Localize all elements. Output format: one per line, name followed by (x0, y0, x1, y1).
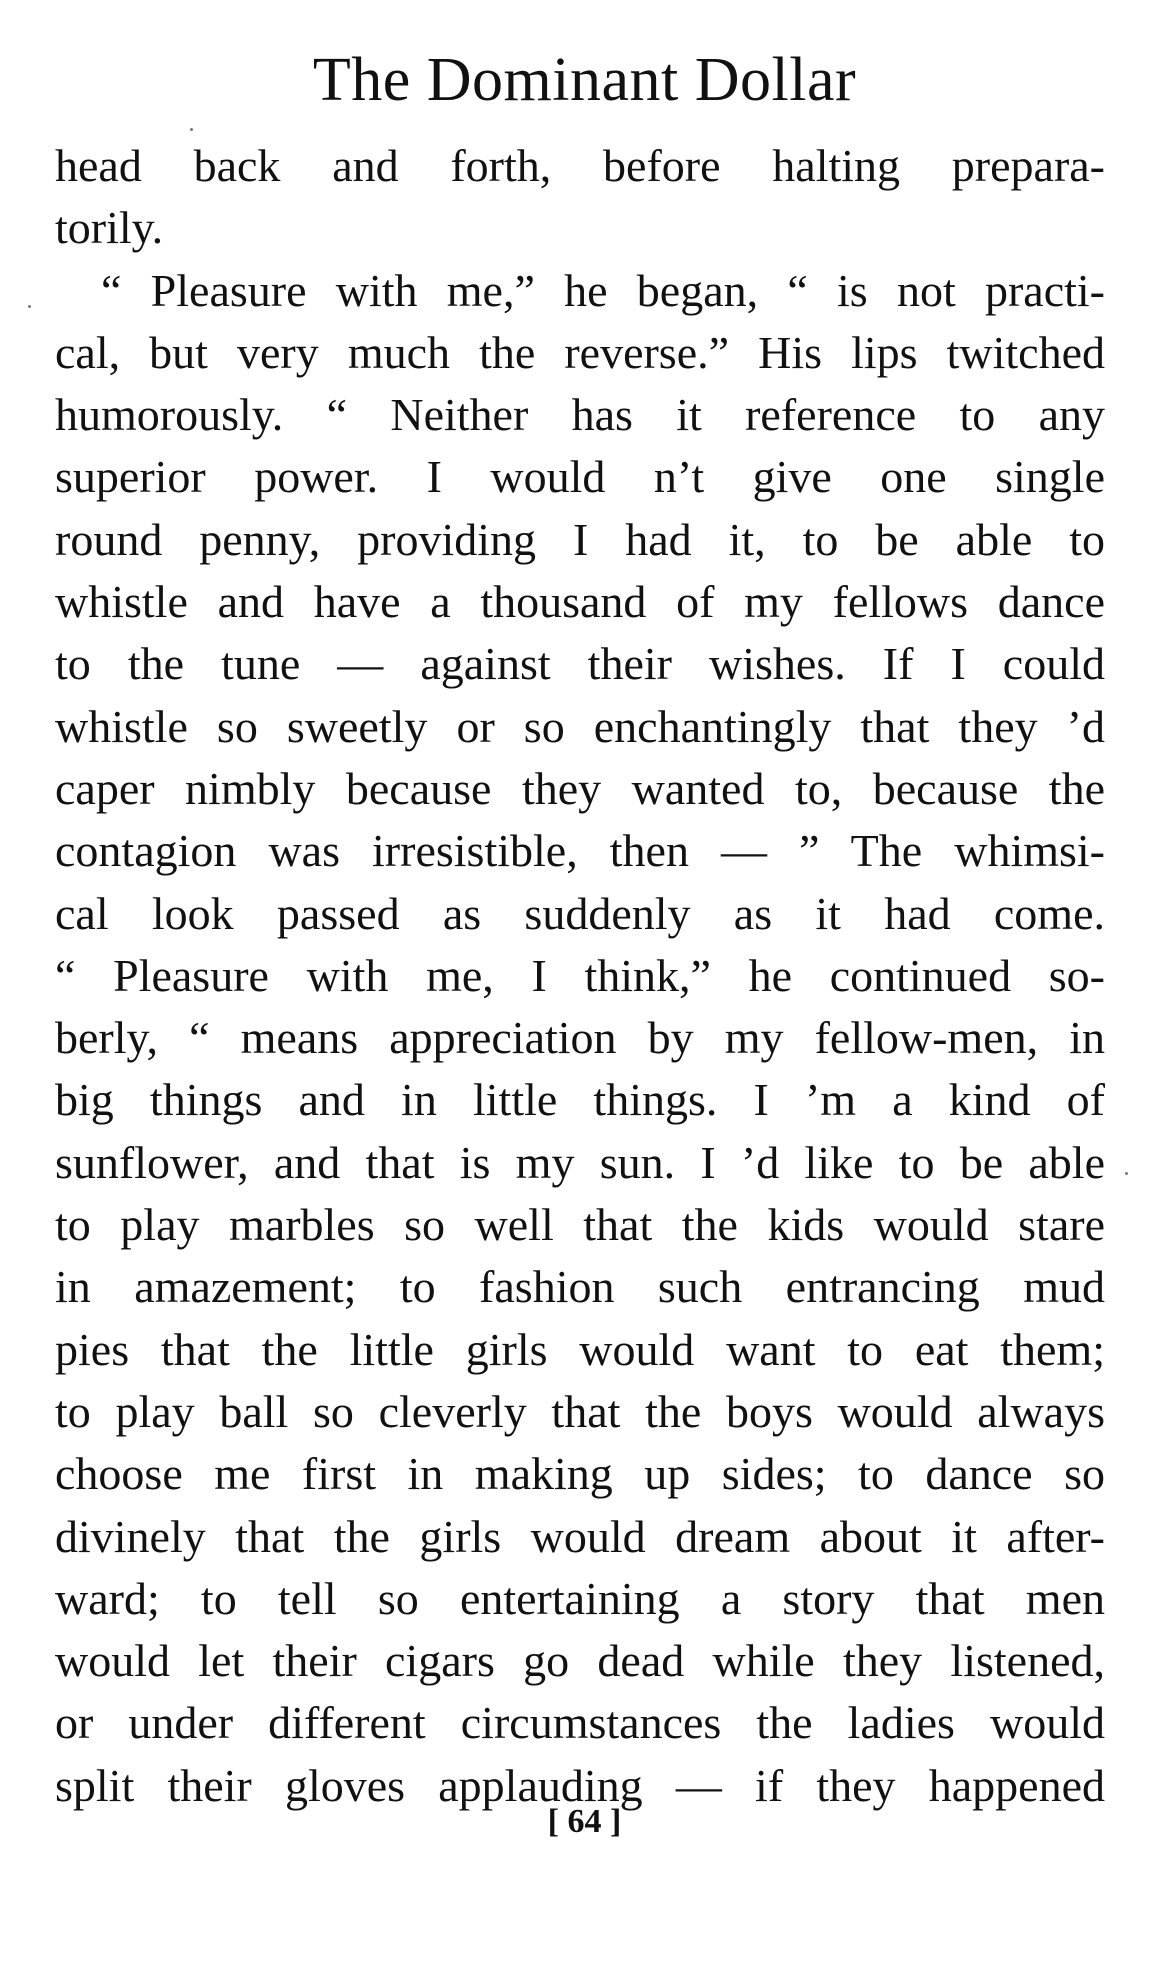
text-line: or under different circumstances the ladies would (55, 1697, 1105, 1749)
body-text (55, 135, 1105, 1817)
text-line: cal, but very much the reverse.” His lips twitched (55, 326, 1105, 378)
paper-speck (28, 305, 31, 308)
text-line: split their gloves applauding — if they happened (55, 1759, 1105, 1811)
text-line: to play marbles so well that the kids would stare (55, 1199, 1105, 1251)
text-line: choose me first in making up sides; to dance so (55, 1448, 1105, 1500)
text-line: berly, “ means appreciation by my fellow-men, in (55, 1012, 1105, 1064)
text-line: caper nimbly because they wanted to, because the (55, 762, 1105, 814)
text-line: to the tune — against their wishes. If I could (55, 638, 1105, 690)
text-line: whistle and have a thousand of my fellows dance (55, 576, 1105, 628)
text-line: cal look passed as suddenly as it had come. (55, 887, 1105, 939)
text-line: “ Pleasure with me, I think,” he continued so- (55, 949, 1105, 1001)
text-line: humorously. “ Neither has it reference to any (55, 389, 1105, 441)
text-line: “ Pleasure with me,” he began, “ is not practi- (101, 264, 1105, 316)
running-head: The Dominant Dollar (312, 46, 857, 114)
text-line: sunflower, and that is my sun. I ’d like to be able (55, 1136, 1105, 1188)
text-line: contagion was irresistible, then — ” The whimsi- (55, 825, 1105, 877)
text-line: superior power. I would n’t give one single (55, 451, 1105, 503)
text-line: whistle so sweetly or so enchantingly that they ’d (55, 700, 1105, 752)
text-line: head back and forth, before halting prepara- (55, 140, 1105, 191)
page-number: [ 64 ] (547, 1803, 622, 1840)
text-line: torily. (55, 202, 164, 254)
paper-speck (1125, 1172, 1128, 1175)
text-line: to play ball so cleverly that the boys would always (55, 1385, 1105, 1437)
text-line: pies that the little girls would want to eat them; (55, 1323, 1105, 1375)
text-line: ward; to tell so entertaining a story that men (55, 1572, 1105, 1624)
paper-speck (190, 128, 193, 131)
text-line: big things and in little things. I ’m a kind of (55, 1074, 1105, 1126)
text-line: in amazement; to fashion such entrancing mud (55, 1261, 1105, 1313)
text-line: round penny, providing I had it, to be able to (55, 513, 1105, 565)
text-line: divinely that the girls would dream about it after- (55, 1510, 1105, 1562)
text-line: would let their cigars go dead while they listened, (55, 1635, 1105, 1687)
